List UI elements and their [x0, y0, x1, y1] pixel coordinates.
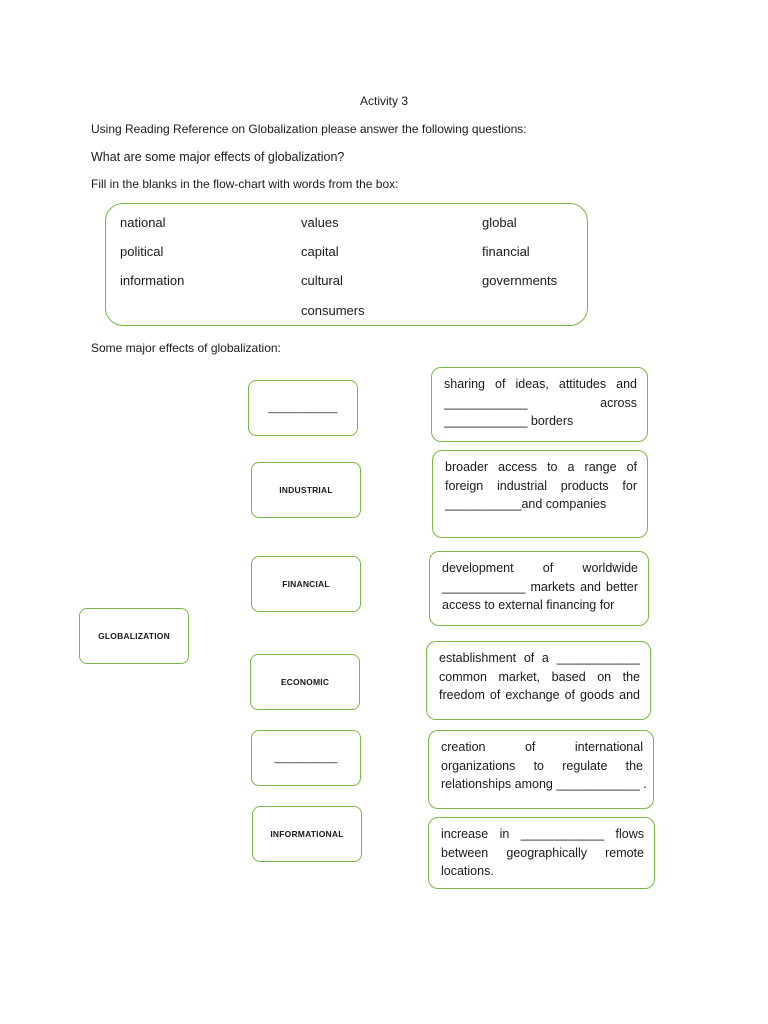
description-line: organizations to regulate the [441, 758, 643, 773]
description-box-3 [429, 551, 649, 626]
description-box-1 [431, 367, 648, 442]
description-line: access to external financing for [442, 598, 615, 612]
description-box-2 [432, 450, 648, 538]
description-line: ____________ across [444, 395, 637, 410]
word-governments: governments [482, 273, 558, 288]
description-box-5 [428, 730, 654, 809]
description-line: sharing of ideas, attitudes and [444, 377, 637, 391]
word-political: political [120, 244, 164, 259]
word-capital: capital [301, 244, 339, 259]
description-line: freedom of exchange of goods and [439, 688, 640, 702]
word-values: values [301, 215, 339, 230]
question-text: What are some major effects of globalization? [91, 150, 345, 164]
word-information: information [120, 273, 185, 288]
description-line: between geographically remote [441, 845, 644, 860]
word-financial: financial [482, 244, 530, 259]
description-box-4 [426, 641, 651, 720]
word-global: global [482, 215, 517, 230]
instruction-text: Using Reading Reference on Globalization please answer the following questions: [91, 122, 527, 136]
description-line: foreign industrial products for [445, 478, 637, 493]
description-box-6 [428, 817, 655, 889]
description-line: development of worldwide [442, 561, 638, 575]
description-line: creation of international [441, 740, 643, 754]
category-node-industrial: INDUSTRIAL [251, 462, 361, 518]
category-node-informational: INFORMATIONAL [252, 806, 362, 862]
description-line: increase in ____________ flows [441, 827, 644, 841]
word-national: national [120, 215, 166, 230]
activity-title: Activity 3 [359, 94, 408, 108]
word-cultural: cultural [301, 273, 343, 288]
description-line: ____________ markets and better [442, 579, 638, 594]
category-node-blank-2[interactable]: __________ [251, 730, 361, 786]
description-line: broader access to a range of [445, 460, 637, 474]
category-node-financial: FINANCIAL [251, 556, 361, 612]
category-node-blank-1[interactable]: ___________ [248, 380, 358, 436]
description-line: ___________and companies [445, 497, 607, 511]
category-node-economic: ECONOMIC [250, 654, 360, 710]
effects-heading: Some major effects of globalization: [91, 341, 281, 355]
description-line: relationships among ____________ . [441, 777, 647, 791]
description-line: establishment of a ____________ [439, 651, 640, 665]
description-line: common market, based on the [439, 669, 640, 684]
fill-instruction-text: Fill in the blanks in the flow-chart with words from the box: [91, 177, 399, 191]
globalization-node: GLOBALIZATION [79, 608, 189, 664]
description-line: locations. [441, 864, 494, 878]
description-line: ____________ borders [444, 414, 574, 428]
word-consumers: consumers [301, 303, 365, 318]
